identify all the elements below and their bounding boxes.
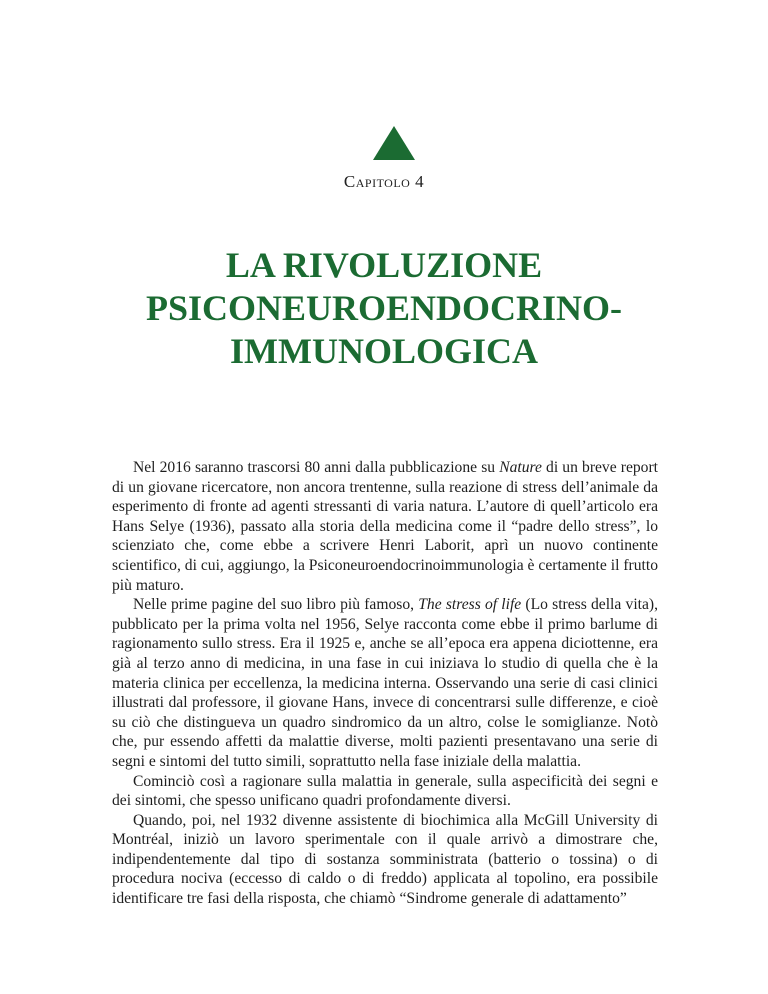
chapter-label: Capitolo 4 [343, 172, 425, 191]
chapter-title-line: LA RIVOLUZIONE [225, 245, 543, 285]
paragraph [112, 811, 658, 909]
paragraph-text: Nelle prime pagine del suo libro più famoso, [133, 596, 419, 614]
paragraph-text: Quando, poi, nel 1932 divenne assistente di biochimica alla McGill University di Montréal, iniziò un lavoro sperimentale con il quale arrivò a dimostrare che, indipendentemente dal tipo di sostanza somministrata (batterio o tossina) o di procedura nociva (eccesso di caldo o di freddo) applicata al topolino, era possibile identificare tre fasi della risposta, che chiamò “Sindrome generale di adattamento” [112, 811, 658, 908]
paragraph [112, 772, 658, 811]
paragraph-text: di un breve report di un giovane ricercatore, non ancora trentenne, sulla reazione di stress dell’animale da esperimento di fronte ad agenti stressanti di varia natura. L’autore di quell’articolo era Hans Selye (1936), passato alla storia della medicina come il “padre dello stress”, lo scienziato che, come ebbe a scrivere Henri Laborit, aprì un nuovo continente scientifico, di cui, aggiungo, la Psiconeuroendocrinoimmunologia è certamente il frutto più maturo. [112, 459, 659, 594]
paragraph-text: Nel 2016 saranno trascorsi 80 anni dalla pubblicazione su [133, 459, 500, 476]
book-title: The stress of life [418, 596, 522, 614]
chapter-title-line: PSICONEUROENDOCRINO- [145, 288, 623, 328]
paragraph-text: (Lo stress della vita), pubblicato per la prima volta nel 1956, Selye racconta come ebbe il primo barlume di ragionamento sullo stress. Era il 1925 e, anche se all’epoca era appena diciottenne, era già al terzo anno di medicina, in una fase in cui iniziava lo studio di quella che è la materia clinica per eccellenza, la medicina interna. Osservando una serie di casi clinici illustrati dal professore, il giovane Hans, invece di concentrarsi sulle differenze, e cioè su ciò che distingueva un quadro sindromico da un altro, colse le somiglianze. Notò che, pur essendo affetti da malattie diverse, molti pazienti presentavano una serie di segni e sintomi del tutto simili, soprattutto nella fase iniziale della malattia. [112, 596, 658, 770]
paragraph [112, 595, 658, 771]
triangle-up-icon [373, 126, 415, 160]
paragraph [112, 458, 658, 595]
paragraph-text: Cominciò così a ragionare sulla malattia in generale, sulla aspecificità dei segni e dei sintomi, che spesso unificano quadri profondamente diversi. [112, 772, 658, 810]
chapter-title-line: IMMUNOLOGICA [230, 331, 538, 371]
chapter-title [60, 244, 708, 373]
journal-title: Nature [499, 459, 542, 476]
body-text [112, 458, 658, 909]
